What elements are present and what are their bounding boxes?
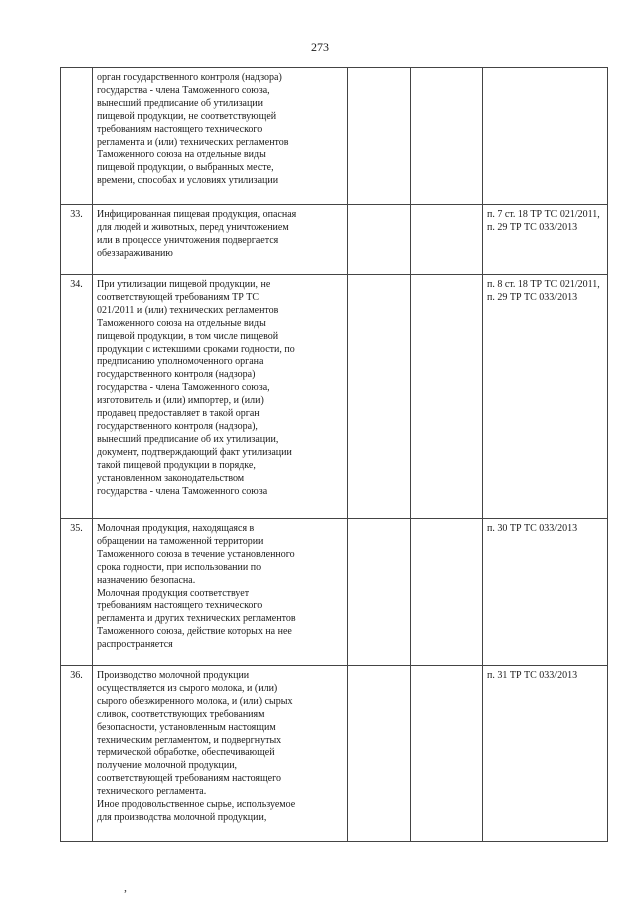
requirement-text: Молочная продукция, находящаяся в обращении на таможенной территории Таможенного союза в течение установленного срока годности, при использовании по назначению безопасна. Молочная продукция соответствует требованиям настоящего технического регламента и других технических регламентов Таможенного союза, действие которых на нее распространяется [93,519,348,666]
requirement-text: Инфицированная пищевая продукция, опасная для людей и животных, перед уничтожением или в процессе уничтожения подвергается обеззараживанию [93,205,348,275]
table-row [61,666,608,842]
reference-cell: п. 30 ТР ТС 033/2013 [483,519,608,666]
empty-cell [411,666,483,842]
reference-cell: п. 8 ст. 18 ТР ТС 021/2011, п. 29 ТР ТС 033/2013 [483,275,608,519]
requirements-table [60,67,608,842]
empty-cell [411,275,483,519]
empty-cell [411,519,483,666]
empty-cell [348,68,411,205]
row-number: 35. [61,519,93,666]
empty-cell [411,205,483,275]
row-number: 34. [61,275,93,519]
row-number: 36. [61,666,93,842]
empty-cell [348,519,411,666]
table-row [61,275,608,519]
page-number: 273 [311,40,329,54]
empty-cell [348,205,411,275]
table-row [61,205,608,275]
row-number [61,68,93,205]
empty-cell [348,275,411,519]
empty-cell [411,68,483,205]
table-row [61,519,608,666]
requirement-text: При утилизации пищевой продукции, не соответствующей требованиям ТР ТС 021/2011 и (или) технических регламентов Таможенного союза на отдельные виды пищевой продукции, в том числе пищевой продукции с истекшими сроками годности, по предписанию уполномоченного органа государственного контроля (надзора) государства - члена Таможенного союза, изготовитель и (или) импортер, и (или) продавец предоставляет в такой орган государственного контроля (надзора), вынесший предписание об их утилизации, документ, подтверждающий факт утилизации такой пищевой продукции в порядке, установленном законодательством государства - члена Таможенного союза [93,275,348,519]
stray-mark: , [124,880,127,894]
requirement-text: орган государственного контроля (надзора) государства - члена Таможенного союза, вынесший предписание об утилизации пищевой продукции, не соответствующей требованиям настоящего технического регламента и (или) технических регламентов Таможенного союза на отдельные виды пищевой продукции, о выбранных месте, времени, способах и условиях утилизации [93,68,348,205]
empty-cell [348,666,411,842]
row-number: 33. [61,205,93,275]
table-row [61,68,608,205]
reference-cell: п. 7 ст. 18 ТР ТС 021/2011, п. 29 ТР ТС 033/2013 [483,205,608,275]
reference-cell [483,68,608,205]
requirement-text: Производство молочной продукции осуществляется из сырого молока, и (или) сырого обезжиренного молока, и (или) сырых сливок, соответствующих требованиям безопасности, установленным настоящим техническим регламентом, и подвергнутых термической обработке, обеспечивающей получение молочной продукции, соответствующей требованиям настоящего технического регламента. Иное продовольственное сырье, используемое для производства молочной продукции, [93,666,348,842]
reference-cell: п. 31 ТР ТС 033/2013 [483,666,608,842]
